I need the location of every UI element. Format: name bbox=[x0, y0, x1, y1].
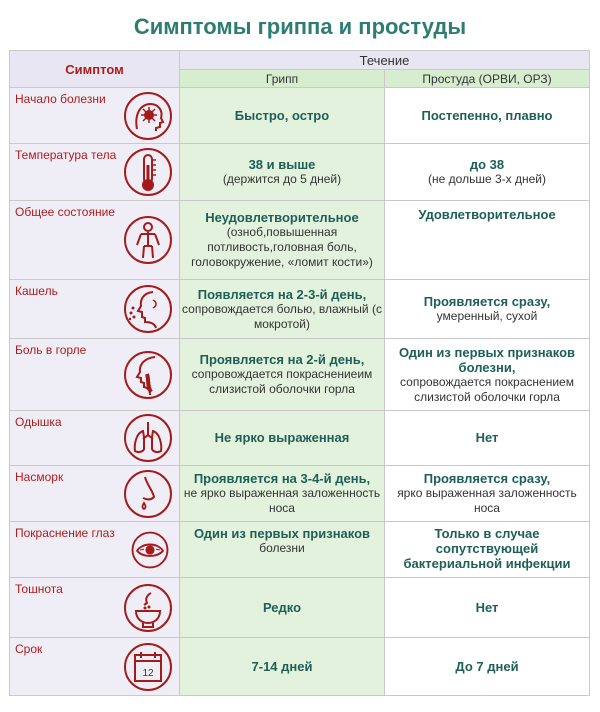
cold-detail: сопровождается покраснением слизистой оболочки горла bbox=[400, 374, 574, 404]
cold-cell bbox=[385, 339, 590, 411]
flu-cell bbox=[180, 466, 385, 522]
cold-cell bbox=[385, 638, 590, 696]
flu-detail: (держится до 5 дней) bbox=[222, 172, 342, 186]
cold-main: Проявляется сразу, bbox=[423, 471, 551, 486]
flu-main: 38 и выше bbox=[248, 157, 316, 172]
nausea-icon bbox=[123, 583, 173, 633]
calendar-icon bbox=[123, 642, 173, 692]
cold-cell bbox=[385, 88, 590, 144]
virus-head-icon bbox=[123, 91, 173, 141]
symptom-label: Температура тела bbox=[15, 148, 117, 162]
cold-main: Удовлетворительное bbox=[418, 207, 556, 222]
cold-main: до 38 bbox=[469, 157, 505, 172]
symptom-label: Покраснение глаз bbox=[15, 526, 115, 540]
symptom-cell bbox=[10, 339, 180, 411]
table-row bbox=[10, 411, 590, 466]
flu-cell bbox=[180, 144, 385, 201]
symptom-label: Насморк bbox=[15, 470, 64, 484]
cold-detail: ярко выраженная заложенность носа bbox=[397, 486, 577, 515]
flu-cell bbox=[180, 339, 385, 411]
runny-nose-icon bbox=[123, 469, 173, 519]
symptom-label: Начало болезни bbox=[15, 92, 106, 106]
header-course: Течение bbox=[180, 51, 590, 70]
cold-cell bbox=[385, 522, 590, 578]
table-row bbox=[10, 201, 590, 280]
table-row bbox=[10, 638, 590, 696]
cold-cell bbox=[385, 411, 590, 466]
flu-cell bbox=[180, 411, 385, 466]
flu-main: Неудовлетворительное bbox=[205, 210, 359, 225]
symptom-label: Одышка bbox=[15, 415, 62, 429]
table-row bbox=[10, 280, 590, 339]
symptoms-table bbox=[9, 50, 590, 696]
flu-detail: не ярко выраженная заложенность носа bbox=[183, 486, 381, 515]
flu-detail: болезни bbox=[259, 541, 305, 555]
flu-cell bbox=[180, 280, 385, 339]
symptom-label: Общее состояние bbox=[15, 205, 115, 219]
flu-main: Проявляется на 3-4-й день, bbox=[193, 471, 371, 486]
cold-main: Нет bbox=[475, 430, 499, 445]
flu-main: Редко bbox=[262, 599, 302, 615]
header-flu: Грипп bbox=[180, 70, 385, 88]
flu-cell bbox=[180, 578, 385, 638]
cold-cell bbox=[385, 466, 590, 522]
cold-cell bbox=[385, 280, 590, 339]
flu-main: Не ярко выраженная bbox=[214, 430, 350, 445]
thermometer-icon bbox=[123, 147, 173, 197]
table-row bbox=[10, 578, 590, 638]
flu-main: Появляется на 2-3-й день, bbox=[197, 286, 367, 302]
table-row bbox=[10, 88, 590, 144]
cold-main: Постепенно, плавно bbox=[421, 107, 553, 123]
flu-detail: сопровождается покраснениеим слизистой оболочки горла bbox=[191, 367, 373, 396]
symptom-cell bbox=[10, 411, 180, 466]
symptom-cell bbox=[10, 280, 180, 339]
flu-main: Один из первых признаков bbox=[193, 526, 371, 541]
symptom-label: Срок bbox=[15, 642, 43, 656]
symptom-cell bbox=[10, 578, 180, 638]
cough-icon bbox=[123, 284, 173, 334]
flu-main: Быстро, остро bbox=[234, 107, 330, 123]
flu-main: 7-14 дней bbox=[251, 658, 313, 674]
symptom-label: Боль в горле bbox=[15, 343, 87, 357]
cold-cell bbox=[385, 201, 590, 280]
table-row bbox=[10, 522, 590, 578]
calendar-day: 12 bbox=[142, 667, 154, 679]
symptom-label: Кашель bbox=[15, 284, 58, 298]
header-cold: Простуда (ОРВИ, ОРЗ) bbox=[385, 70, 590, 88]
flu-main: Проявляется на 2-й день, bbox=[199, 352, 365, 367]
header-symptom: Симптом bbox=[10, 51, 180, 88]
symptom-cell bbox=[10, 522, 180, 578]
table-row bbox=[10, 339, 590, 411]
cold-detail: (не дольше 3-х дней) bbox=[428, 172, 546, 186]
cold-cell bbox=[385, 144, 590, 201]
lungs-icon bbox=[123, 413, 173, 463]
table-row bbox=[10, 144, 590, 201]
cold-main: Проявляется сразу, bbox=[423, 294, 551, 309]
flu-cell bbox=[180, 88, 385, 144]
table-row bbox=[10, 466, 590, 522]
flu-cell bbox=[180, 522, 385, 578]
flu-detail: (озноб,повышенная потливость,головная боль, головокружение, «ломит кости») bbox=[191, 225, 373, 269]
symptom-label: Тошнота bbox=[15, 582, 63, 596]
page-title: Симптомы гриппа и простуды bbox=[133, 14, 467, 39]
symptom-cell bbox=[10, 88, 180, 144]
symptom-cell bbox=[10, 638, 180, 696]
cold-main: Только в случае сопутствующей бактериальной инфекции bbox=[403, 526, 571, 571]
sore-throat-icon bbox=[123, 350, 173, 400]
cold-detail: умеренный, сухой bbox=[436, 309, 538, 323]
cold-cell bbox=[385, 578, 590, 638]
flu-detail: сопровождается болью, влажный (с мокротой) bbox=[182, 301, 382, 331]
human-body-icon bbox=[123, 215, 173, 265]
cold-main: Нет bbox=[475, 599, 499, 615]
cold-main: До 7 дней bbox=[455, 658, 519, 674]
symptom-cell bbox=[10, 144, 180, 201]
cold-main: Один из первых признаков болезни, bbox=[398, 344, 576, 375]
red-eye-icon bbox=[131, 531, 169, 569]
symptom-cell bbox=[10, 466, 180, 522]
symptom-cell bbox=[10, 201, 180, 280]
flu-cell bbox=[180, 201, 385, 280]
flu-cell bbox=[180, 638, 385, 696]
